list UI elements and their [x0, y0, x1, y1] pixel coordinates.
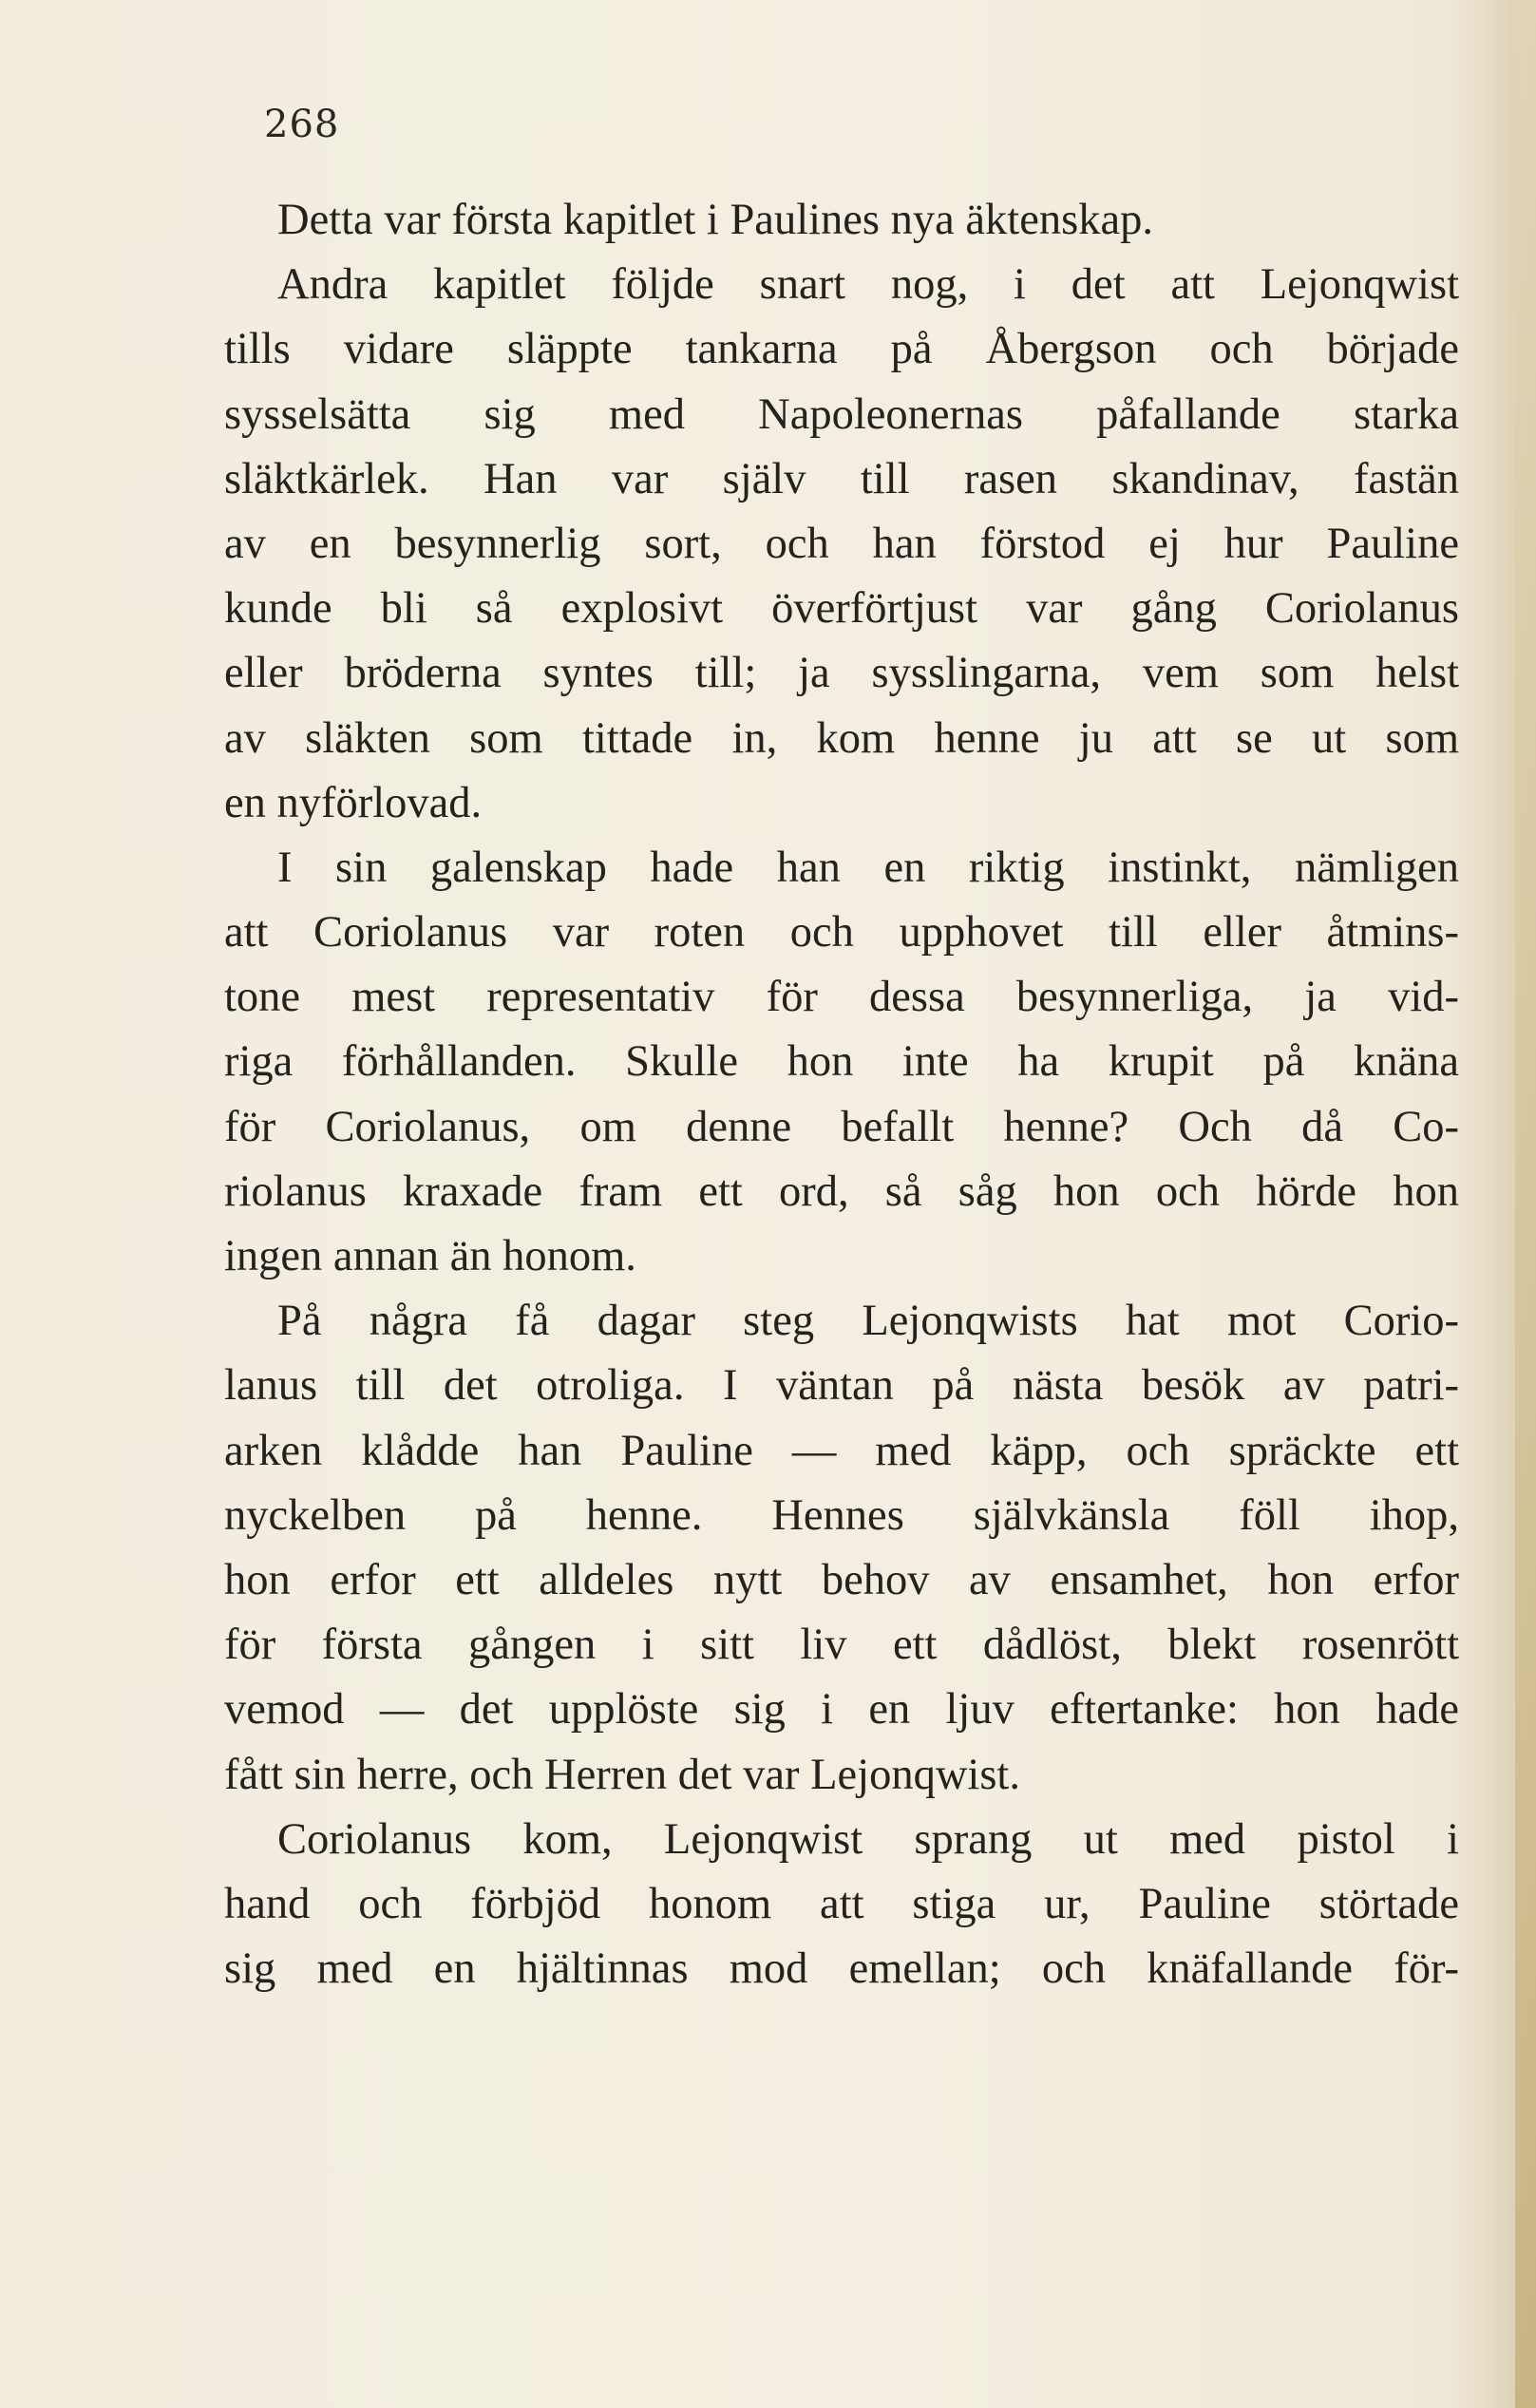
text-line: av en besynnerlig sort, och han förstod ej hur Pauline: [224, 519, 1459, 568]
text-line: vemod — det upplöste sig i en ljuv eftertanke: hon hade: [224, 1685, 1459, 1735]
text-line: en nyförlovad.: [224, 778, 483, 827]
text-line: eller bröderna syntes till; ja sysslingarna, vem som helst: [224, 649, 1459, 698]
text-line: lanus till det otroliga. I väntan på nästa besök av patri-: [224, 1361, 1459, 1411]
text-line: Detta var första kapitlet i Paulines nya äktenskap.: [277, 196, 1153, 244]
text-line: ingen annan än honom.: [224, 1232, 636, 1280]
text-line: kunde bli så explosivt överförtjust var gång Coriolanus: [224, 584, 1459, 634]
page-number: 268: [264, 103, 340, 146]
text-line: släktkärlek. Han var själv till rasen skandinav, fastän: [224, 454, 1459, 503]
text-line: riga förhållanden. Skulle hon inte ha krupit på knäna: [224, 1037, 1459, 1087]
text-line: för första gången i sitt liv ett dådlöst, blekt rosenrött: [224, 1621, 1459, 1670]
text-line: hon erfor ett alldeles nytt behov av ensamhet, hon erfor: [224, 1555, 1459, 1604]
text-line: På några få dagar steg Lejonqwists hat mot Corio-: [277, 1297, 1459, 1346]
text-line: nyckelben på henne. Hennes självkänsla föll ihop,: [224, 1490, 1459, 1540]
text-line: arken klådde han Pauline — med käpp, och spräckte ett: [224, 1426, 1459, 1475]
text-line: I sin galenskap hade han en riktig instinkt, nämligen: [277, 843, 1459, 892]
text-line: Coriolanus kom, Lejonqwist sprang ut med pistol i: [277, 1814, 1459, 1864]
text-line: för Coriolanus, om denne befallt henne? Och då Co-: [224, 1102, 1459, 1151]
text-line: fått sin herre, och Herren det var Lejonqwist.: [224, 1750, 1020, 1799]
text-line: sig med en hjältinnas mod emellan; och knäfallande för-: [224, 1944, 1459, 1994]
text-line: riolanus kraxade fram ett ord, så såg hon och hörde hon: [224, 1166, 1459, 1216]
body-text: [224, 188, 1459, 2001]
text-line: sysselsätta sig med Napoleonernas påfallande starka: [224, 389, 1459, 439]
page-edge: [1515, 0, 1536, 2408]
text-line: hand och förbjöd honom att stiga ur, Pauline störtade: [224, 1879, 1459, 1928]
text-line: Andra kapitlet följde snart nog, i det att Lejonqwist: [277, 260, 1459, 310]
text-line: att Coriolanus var roten och upphovet till eller åtmins-: [224, 908, 1459, 958]
text-line: tills vidare släppte tankarna på Åbergson och började: [224, 325, 1459, 374]
text-line: tone mest representativ för dessa besynnerliga, ja vid-: [224, 973, 1459, 1022]
text-line: av släkten som tittade in, kom henne ju att se ut som: [224, 713, 1459, 763]
